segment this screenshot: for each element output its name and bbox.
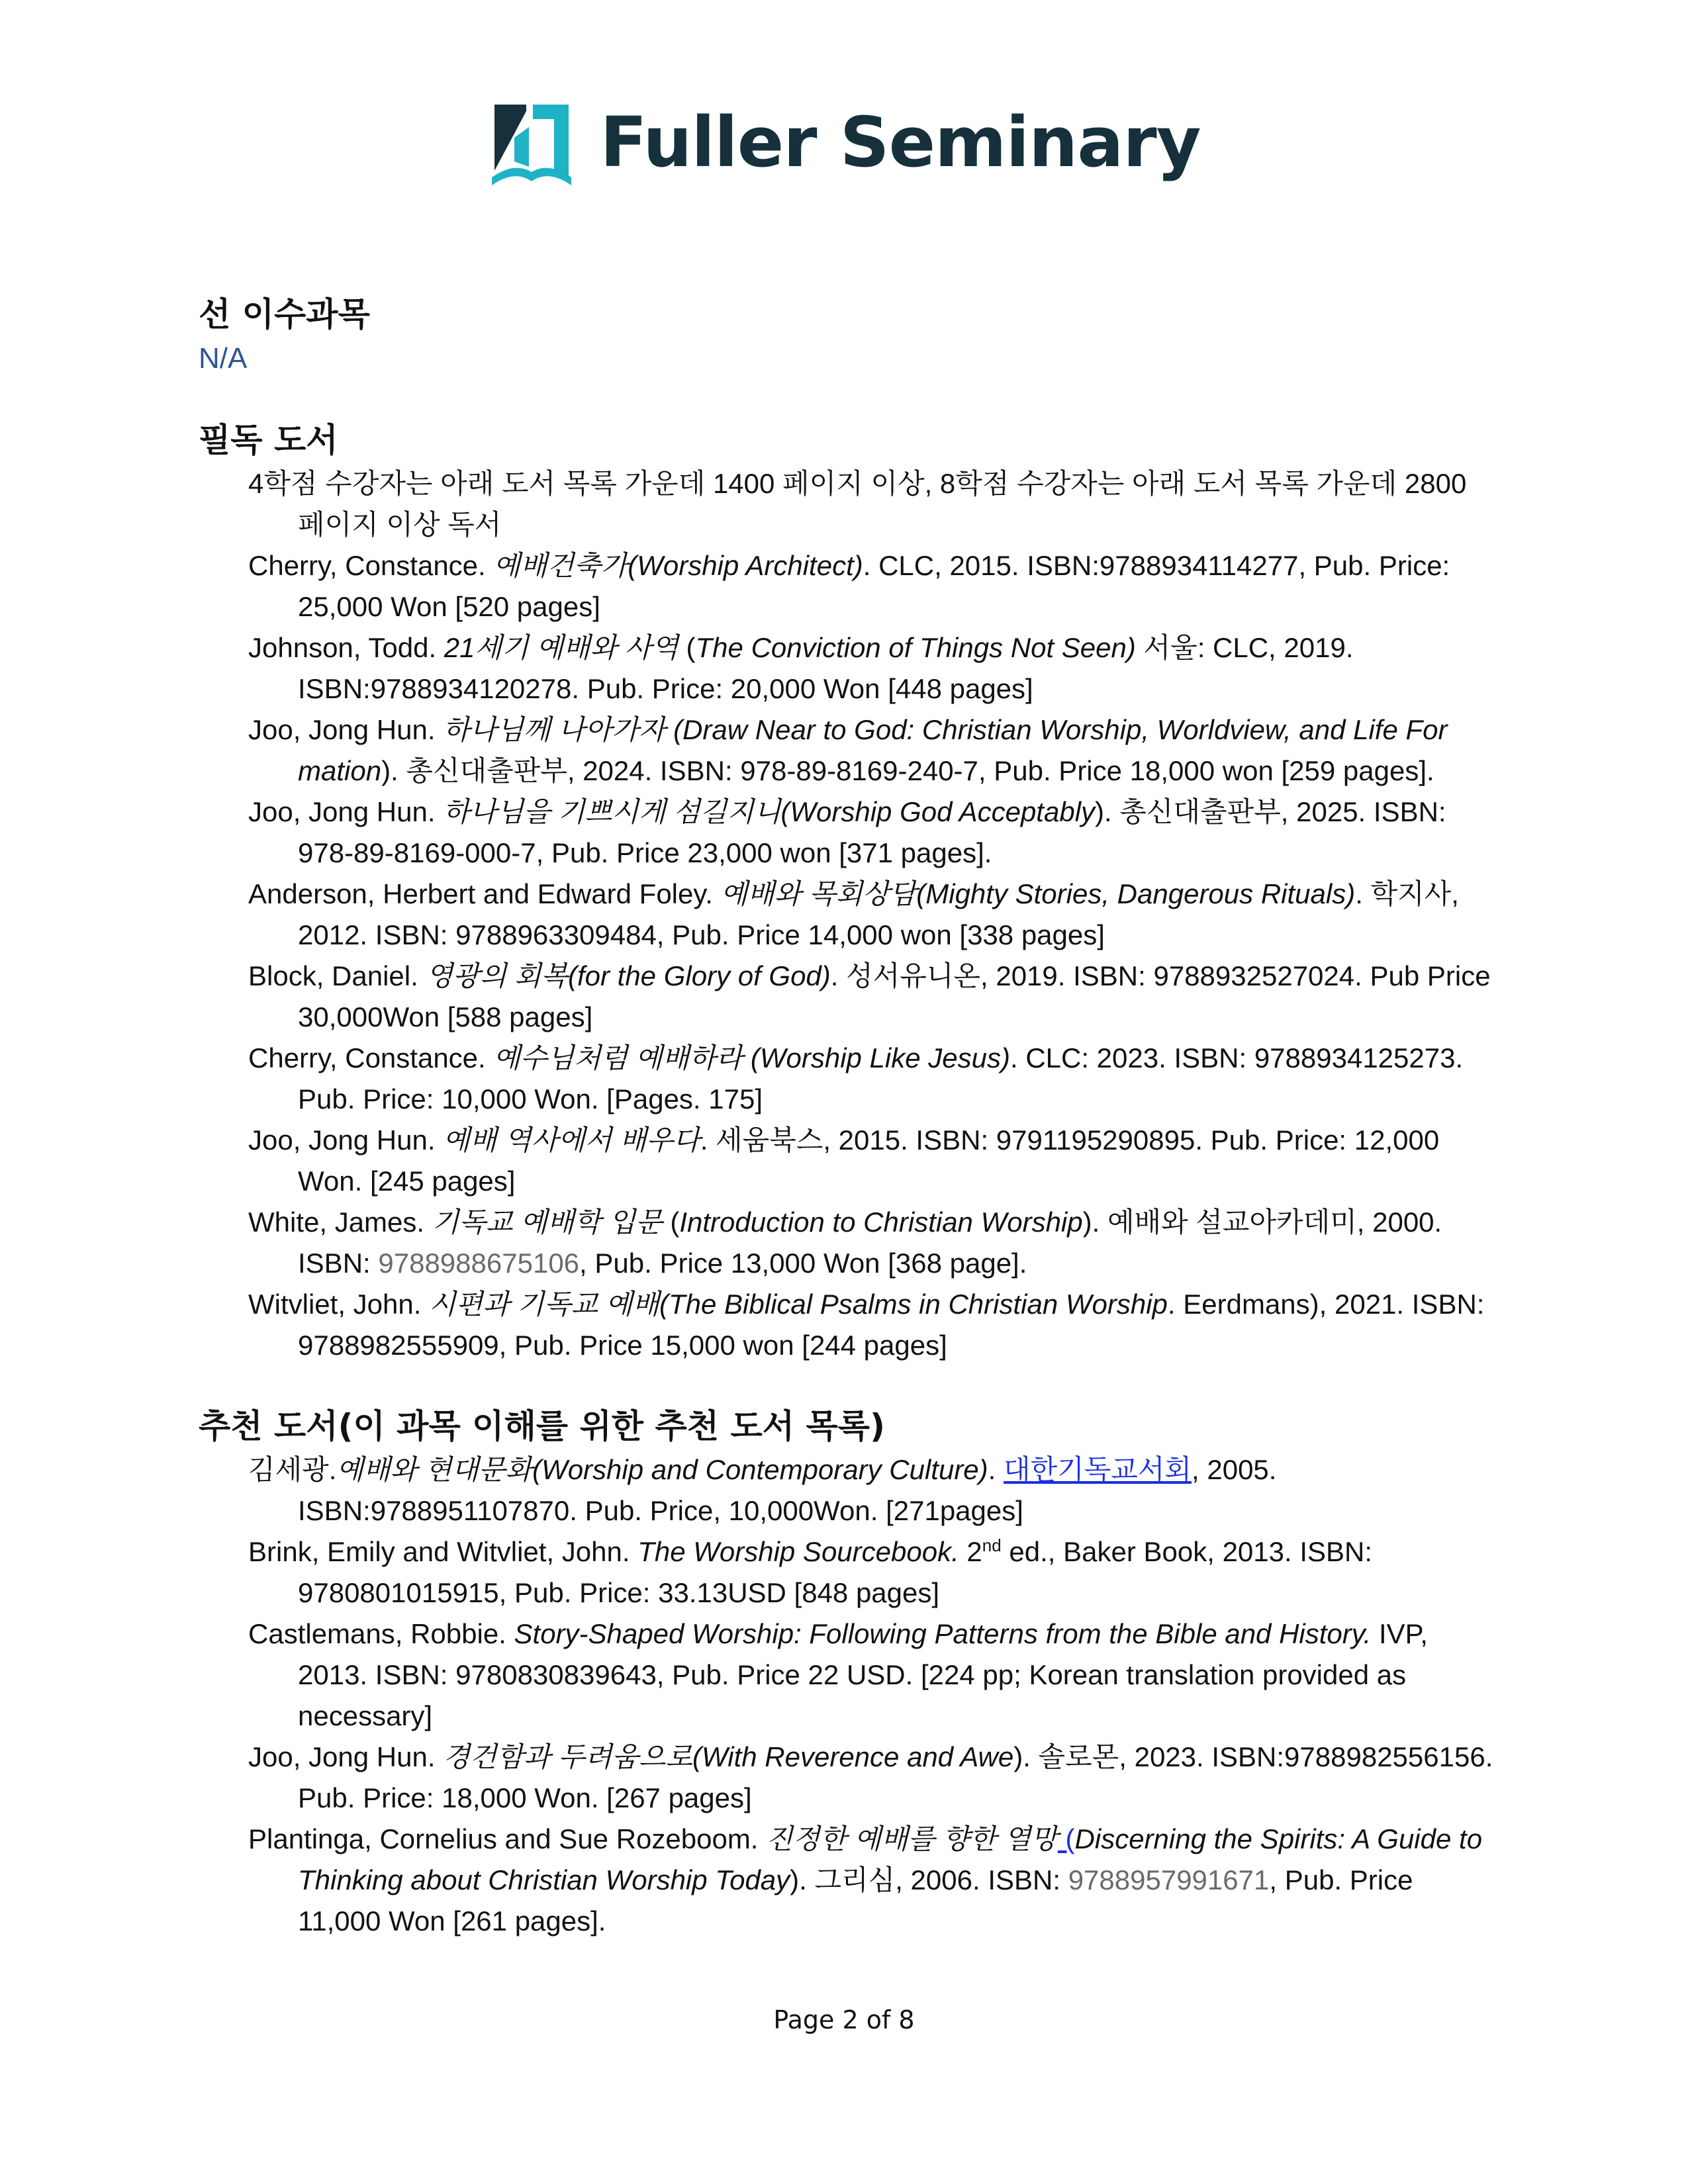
header	[0, 93, 1688, 192]
list-item: Johnson, Todd. 21세기 예배와 사역 (The Conviction of Things Not Seen) 서울: CLC, 2019. ISBN:9788934120278. Pub. Price: 20,000 Won [448 pages]	[248, 632, 1354, 704]
list-item: White, James. 기독교 예배학 입문 (Introduction to Christian Worship). 예배와 설교아카데미, 2000. ISBN: 9788988675106, Pub. Price 13,000 Won [368 page].	[248, 1206, 1442, 1279]
list-item: Block, Daniel. 영광의 회복(for the Glory of God). 성서유니온, 2019. ISBN: 9788932527024. Pub Price 30,000Won [588 pages]	[248, 960, 1491, 1032]
recommended-list	[199, 1449, 1496, 1942]
list-item: Witvliet, John. 시편과 기독교 예배(The Biblical Psalms in Christian Worship. Eerdmans), 2021. ISBN: 9788982555909, Pub. Price 15,000 won [244 pages]	[248, 1289, 1485, 1361]
prereq-value: N/A	[199, 342, 248, 375]
list-item: Castlemans, Robbie. Story-Shaped Worship: Following Patterns from the Bible and History. IVP, 2013. ISBN: 9780830839643, Pub. Price 22 USD. [224 pp; Korean translation provided as necessary]	[248, 1618, 1428, 1731]
document-body	[199, 291, 1496, 1942]
list-item: Joo, Jong Hun. 예배 역사에서 배우다. 세움북스, 2015. ISBN: 9791195290895. Pub. Price: 12,000 Won. [245 pages]	[248, 1124, 1440, 1197]
logo-text: Fuller Seminary	[600, 102, 1201, 183]
list-item: Brink, Emily and Witvliet, John. The Worship Sourcebook. 2nd ed., Baker Book, 2013. ISBN: 9780801015915, Pub. Price: 33.13USD [848 pages]	[248, 1535, 1373, 1608]
required-list	[199, 463, 1496, 1366]
title-link[interactable]: (	[1057, 1823, 1075, 1854]
list-item: Joo, Jong Hun. 하나님께 나아가자 (Draw Near to God: Christian Worship, Worldview, and Life For mation). 총신대출판부, 2024. ISBN: 978-89-8169-240-7, Pub. Price 18,000 won [259 pages].	[248, 714, 1448, 786]
list-item: Plantinga, Cornelius and Sue Rozeboom. 진정한 예배를 향한 열망 (Discerning the Spirits: A Guide to Thinking about Christian Worship Today). 그리심, 2006. ISBN: 9788957991671, Pub. Price 11,000 Won [261 pages].	[248, 1823, 1483, 1936]
open-book-icon	[488, 98, 574, 187]
publisher-link[interactable]: 대한기독교서회	[1004, 1454, 1192, 1485]
required-intro: 4학점 수강자는 아래 도서 목록 가운데 1400 페이지 이상, 8학점 수강자는 아래 도서 목록 가운데 2800 페이지 이상 독서	[248, 468, 1467, 540]
prereq-title: 선 이수과목	[199, 295, 370, 334]
recommended-title: 추천 도서(이 과목 이해를 위한 추천 도서 목록)	[199, 1407, 885, 1445]
required-title: 필독 도서	[199, 421, 338, 459]
list-item: Joo, Jong Hun. 하나님을 기쁘시게 섬길지니(Worship God Acceptably). 총신대출판부, 2025. ISBN: 978-89-8169-000-7, Pub. Price 23,000 won [371 pages].	[248, 796, 1446, 868]
list-item: Cherry, Constance. 예배건축가(Worship Architect). CLC, 2015. ISBN:9788934114277, Pub. Price: 25,000 Won [520 pages]	[248, 550, 1450, 622]
list-item: Anderson, Herbert and Edward Foley. 예배와 목회상담(Mighty Stories, Dangerous Rituals). 학지사, 2012. ISBN: 9788963309484, Pub. Price 14,000 won [338 pages]	[248, 878, 1459, 950]
list-item: Cherry, Constance. 예수님처럼 예배하라 (Worship Like Jesus). CLC: 2023. ISBN: 9788934125273. Pub. Price: 10,000 Won. [Pages. 175]	[248, 1042, 1464, 1115]
list-item: 김세광.예배와 현대문화(Worship and Contemporary Culture). 대한기독교서회, 2005. ISBN:9788951107870. Pub. Price, 10,000Won. [271pages]	[248, 1454, 1277, 1526]
page-number: Page 2 of 8	[773, 2005, 915, 2034]
list-item: Joo, Jong Hun. 경건함과 두려움으로(With Reverence and Awe). 솔로몬, 2023. ISBN:9788982556156. Pub. Price: 18,000 Won. [267 pages]	[248, 1741, 1493, 1813]
